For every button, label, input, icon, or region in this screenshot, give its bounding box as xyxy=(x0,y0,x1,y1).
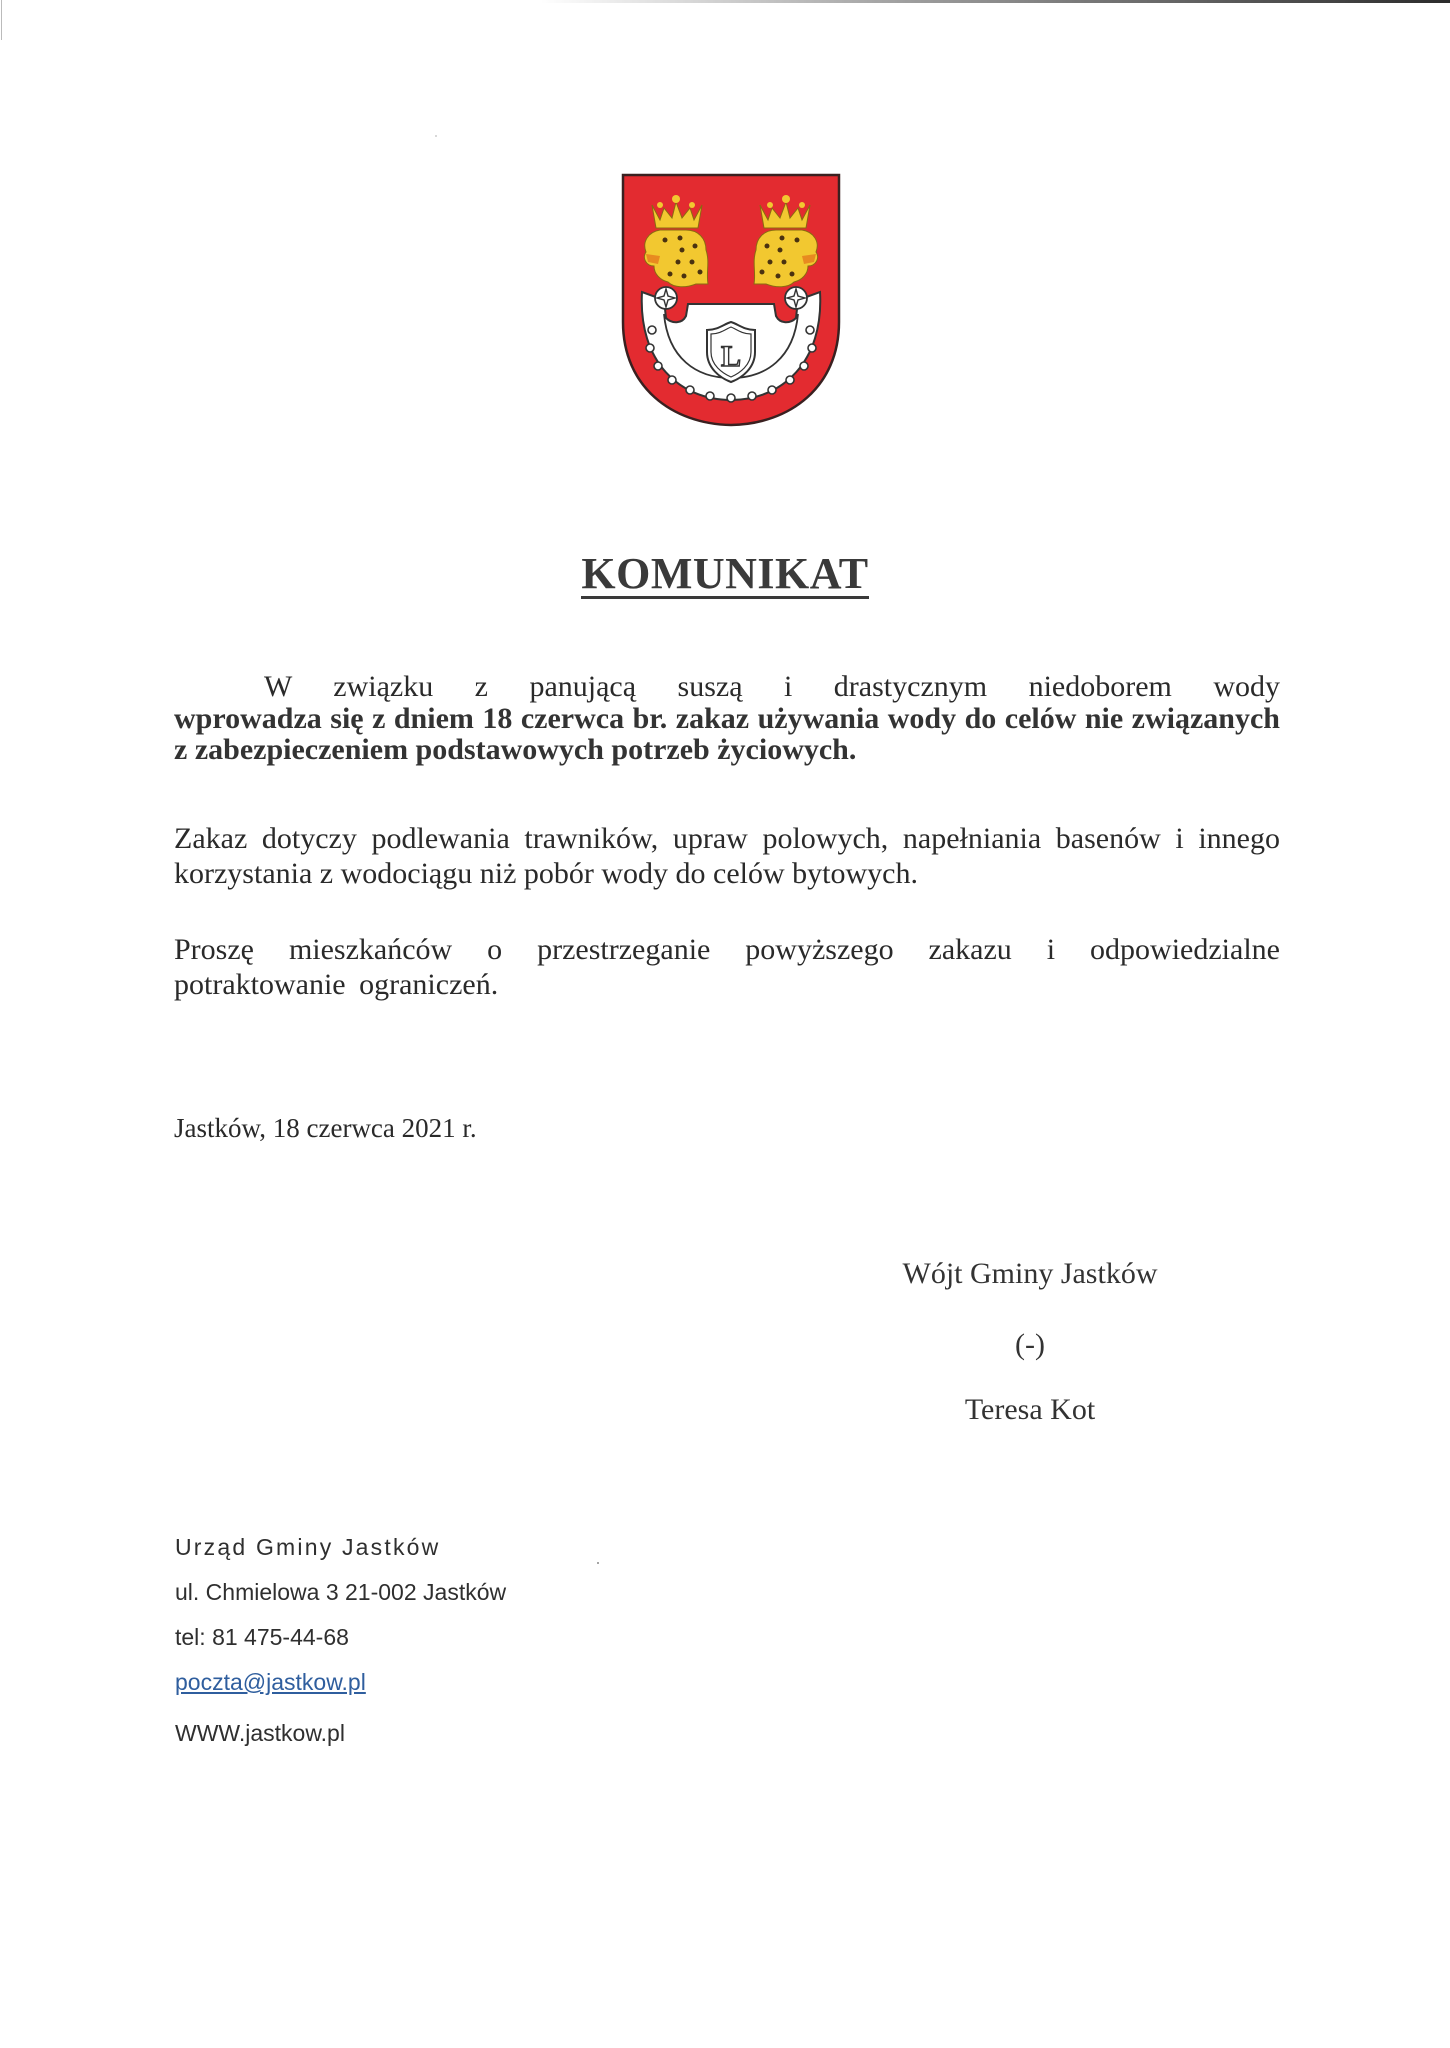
document-title xyxy=(0,548,1450,599)
website-text: WWW.jastkow.pl xyxy=(175,1720,345,1746)
office-contact-footer xyxy=(175,1530,506,1761)
scan-edge-left xyxy=(1,0,2,40)
signatory-position: Wójt Gminy Jastków xyxy=(902,1257,1158,1290)
cross-rosette-left-icon xyxy=(655,287,677,309)
shield-letter: L xyxy=(720,340,742,373)
email-link[interactable]: poczta@jastkow.pl xyxy=(175,1669,366,1695)
coat-of-arms xyxy=(620,172,842,428)
place-and-date: Jastków, 18 czerwca 2021 r. xyxy=(174,1113,477,1143)
title-text: KOMUNIKAT xyxy=(581,549,869,598)
paragraph-ban-scope: Zakaz dotyczy podlewania trawników, upraw polowych, napełniania basenów i innego korzystania z wodociągu niż pobór wody do celów bytowych. xyxy=(174,822,1280,890)
paragraph-intro: W związku z panującą suszą i drastycznym niedoborem wody xyxy=(264,670,1280,703)
signature-mark: (-) xyxy=(1015,1328,1045,1361)
office-name: Urząd Gminy Jastków xyxy=(175,1534,441,1560)
paragraph-appeal: Proszę mieszkańców o przestrzeganie powyższego zakazu i odpowiedzialne potraktowanie ograniczeń. xyxy=(174,933,1280,1001)
scan-speck xyxy=(597,1562,599,1564)
paragraph-announcement xyxy=(174,671,1280,766)
signatory-name: Teresa Kot xyxy=(964,1393,1096,1426)
office-address: ul. Chmielowa 3 21-002 Jastków xyxy=(175,1579,507,1605)
cross-rosette-right-icon xyxy=(785,287,807,309)
scan-edge-top xyxy=(540,0,1450,3)
office-phone: tel: 81 475-44-68 xyxy=(175,1624,349,1650)
paragraph-ban-bold: wprowadza się z dniem 18 czerwca br. zakaz używania wody do celów nie związanych z zabezpieczeniem podstawowych potrzeb życiowych. xyxy=(174,701,1280,766)
scan-speck xyxy=(435,135,437,137)
